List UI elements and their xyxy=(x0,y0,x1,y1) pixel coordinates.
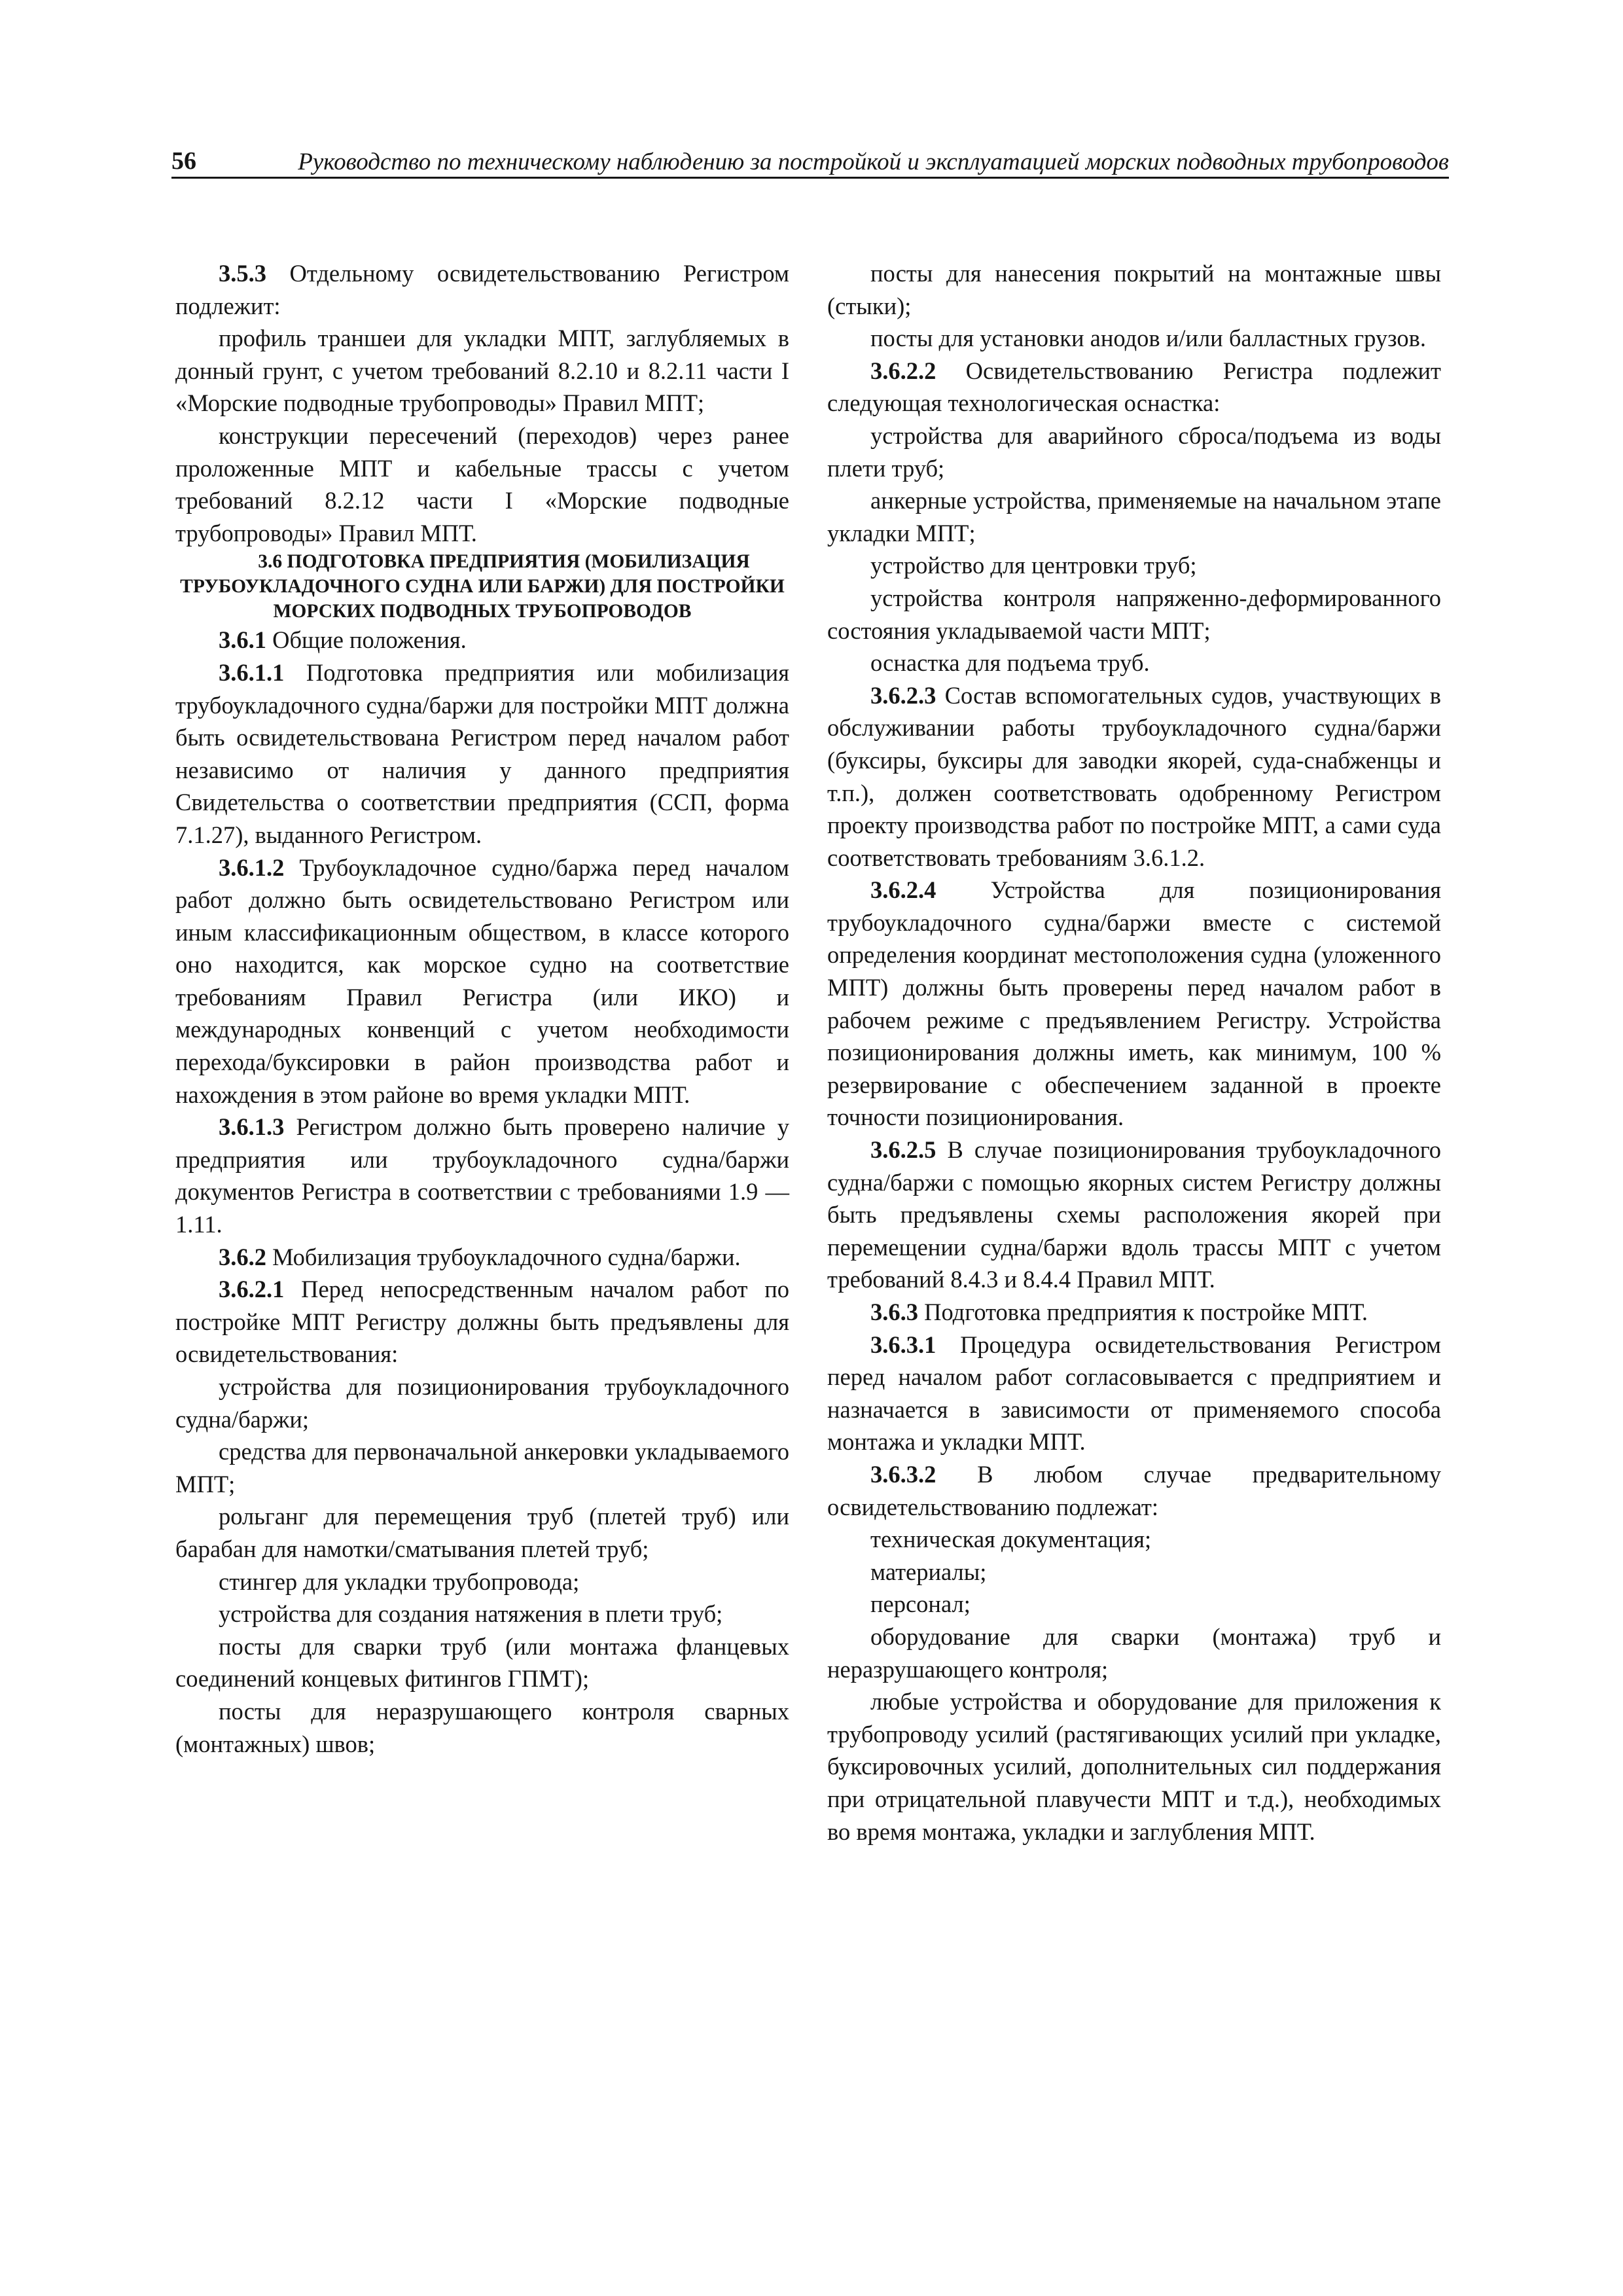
page-header xyxy=(171,145,1449,179)
paragraph: профиль траншеи для укладки МПТ, заглубляемых в донный грунт, с учетом требований 8.2.10 и 8.2.11 части I «Морские подводные трубопроводы» Правил МПТ; xyxy=(175,325,789,417)
paragraph-3-6-3-1 xyxy=(827,1329,1441,1458)
clause-text: Состав вспомогательных судов, участвующих в обслуживании работы трубоукладочного судна/баржи (буксиры, буксиры для заводки якорей, суда-снабженцы и т.п.), должен соответствовать одобренному Регистром проекту производства работ по постройке МПТ, а сами суда соответствовать требованиям 3.6.1.2. xyxy=(827,681,1441,871)
list-item: рольганг для перемещения труб (плетей труб) или барабан для намотки/сматывания плетей труб; xyxy=(175,1503,789,1562)
paragraph-3-6-1-1 xyxy=(175,656,789,852)
paragraph-3-6-1-3 xyxy=(175,1111,789,1240)
list-item: средства для первоначальной анкеровки укладываемого МПТ; xyxy=(175,1438,789,1498)
list-item: оснастка для подъема труб. xyxy=(870,649,1150,677)
paragraph-3-6-2-5 xyxy=(827,1134,1441,1296)
right-column xyxy=(827,257,1441,1848)
paragraph-3-6-1-2 xyxy=(175,852,789,1111)
clause-text: Мобилизация трубоукладочного судна/баржи. xyxy=(272,1243,741,1270)
clause-number: 3.6.1.2 xyxy=(219,853,285,881)
clause-text: Регистром должно быть проверено наличие у предприятия или трубоукладочного судна/баржи документов Регистра в соответствии с требованиями 1.9 — 1.11. xyxy=(175,1113,789,1238)
list-item: посты для неразрушающего контроля сварных (монтажных) швов; xyxy=(175,1697,789,1757)
list-item: стингер для укладки трубопровода; xyxy=(219,1568,580,1595)
paragraph-3-6-2-1 xyxy=(175,1273,789,1371)
clause-text: В случае позиционирования трубоукладочного судна/баржи с помощью якорных систем Регистру должны быть предъявлены схемы расположения якорей при перемещении судна/баржи вдоль трассы МПТ с учетом требований 8.4.3 и 8.4.4 Правил МПТ. xyxy=(827,1136,1441,1293)
paragraph-3-6-2-4 xyxy=(827,874,1441,1134)
clause-number: 3.6.2.5 xyxy=(870,1136,936,1164)
paragraph: конструкции пересечений (переходов) через ранее проложенные МПТ и кабельные трассы с учетом требований 8.2.12 части I «Морские подводные трубопроводы» Правил МПТ. xyxy=(175,422,789,547)
list-item: оборудование для сварки (монтажа) труб и неразрушающего контроля; xyxy=(827,1623,1441,1683)
clause-text: Подготовка предприятия к постройке МПТ. xyxy=(924,1299,1368,1325)
list-item: посты для установки анодов и/или балластных грузов. xyxy=(870,325,1426,352)
page-number: 56 xyxy=(171,147,196,175)
running-title: Руководство по техническому наблюдению за постройкой и эксплуатацией морских подводных трубопроводов xyxy=(298,149,1449,175)
clause-number: 3.6.1.1 xyxy=(219,658,285,686)
clause-number: 3.6.2 xyxy=(219,1243,266,1270)
clause-text: Перед непосредственным началом работ по постройке МПТ Регистру должны быть предъявлены для освидетельствования: xyxy=(175,1276,789,1368)
clause-number: 3.6.2.1 xyxy=(219,1276,285,1303)
list-item: персонал; xyxy=(870,1590,971,1618)
list-item: устройства контроля напряженно-деформированного состояния укладываемой части МПТ; xyxy=(827,584,1441,644)
list-item: посты для сварки труб (или монтажа фланцевых соединений концевых фитингов ГПМТ); xyxy=(175,1632,789,1693)
clause-text: Отдельному освидетельствованию Регистром подлежит: xyxy=(175,260,789,319)
clause-text: Освидетельствованию Регистра подлежит следующая технологическая оснастка: xyxy=(827,357,1441,417)
clause-text: Общие положения. xyxy=(272,626,467,654)
clause-number: 3.6.3.2 xyxy=(870,1460,936,1488)
list-item: устройства для создания натяжения в плети труб; xyxy=(219,1600,723,1628)
clause-text: Трубоукладочное судно/баржа перед началом работ должно быть освидетельствовано Регистром или иным классификационным обществом, в классе которого оно находится, как морское судно на соответствие требованиям Правил Регистра (или ИКО) и международных конвенций с учетом необходимости перехода/буксировки в район производства работ и нахождения в этом районе во время укладки МПТ. xyxy=(175,853,789,1108)
clause-number: 3.6.2.4 xyxy=(870,876,936,904)
list-item: посты для нанесения покрытий на монтажные швы (стыки); xyxy=(827,260,1441,319)
clause-number: 3.6.3.1 xyxy=(870,1331,936,1358)
list-item: устройства для аварийного сброса/подъема из воды плети труб; xyxy=(827,422,1441,482)
clause-number: 3.5.3 xyxy=(219,260,266,287)
paragraph-3-6-2-2 xyxy=(827,355,1441,420)
clause-number: 3.6.3 xyxy=(870,1299,918,1325)
clause-number: 3.6.2.3 xyxy=(870,681,936,709)
clause-number: 3.6.1 xyxy=(219,626,266,654)
clause-number: 3.6.2.2 xyxy=(870,357,936,384)
paragraph-3-6-3-2 xyxy=(827,1458,1441,1523)
left-column xyxy=(175,257,789,1760)
clause-number: 3.6.1.3 xyxy=(219,1113,285,1141)
list-item: устройство для центровки труб; xyxy=(870,552,1197,579)
clause-text: Устройства для позиционирования трубоукладочного судна/баржи вместе с системой определения координат местоположения судна (уложенного МПТ) должны быть проверены перед началом работ в рабочем режиме с предъявлением Регистру. Устройства позиционирования должны иметь, как минимум, 100 % резервирование с обеспечением заданной в проекте точности позиционирования. xyxy=(827,876,1441,1131)
clause-text: Подготовка предприятия или мобилизация трубоукладочного судна/баржи для постройки МПТ должна быть освидетельствована Регистром перед началом работ независимо от наличия у данного предприятия Свидетельства о соответствии предприятия (ССП, форма 7.1.27), выданного Регистром. xyxy=(175,658,789,848)
paragraph-3-6-3 xyxy=(827,1296,1441,1329)
clause-text: Процедура освидетельствования Регистром перед началом работ согласовывается с предприятием и назначается в зависимости от применяемого способа монтажа и укладки МПТ. xyxy=(827,1331,1441,1456)
list-item: любые устройства и оборудование для приложения к трубопроводу усилий (растягивающих усилий при укладке, буксировочных усилий, дополнительных сил поддержания при отрицательной плавучести МПТ и т.д.), необходимых во время монтажа, укладки и заглубления МПТ. xyxy=(827,1688,1441,1845)
section-heading-3-6: 3.6 ПОДГОТОВКА ПРЕДПРИЯТИЯ (МОБИЛИЗАЦИЯ ТРУБОУКЛАДОЧНОГО СУДНА ИЛИ БАРЖИ) ДЛЯ ПОСТРОЙКИ МОРСКИХ ПОДВОДНЫХ ТРУБОПРОВОДОВ xyxy=(180,551,785,622)
paragraph-3-5-3 xyxy=(175,257,789,322)
list-item: техническая документация; xyxy=(870,1526,1152,1553)
list-item: материалы; xyxy=(870,1558,987,1585)
paragraph-3-6-1 xyxy=(175,624,789,656)
list-item: устройства для позиционирования трубоукладочного судна/баржи; xyxy=(175,1373,789,1433)
clause-text: В любом случае предварительному освидетельствованию подлежат: xyxy=(827,1460,1442,1520)
paragraph-3-6-2 xyxy=(175,1241,789,1274)
paragraph-3-6-2-3 xyxy=(827,679,1441,874)
list-item: анкерные устройства, применяемые на начальном этапе укладки МПТ; xyxy=(827,487,1441,547)
